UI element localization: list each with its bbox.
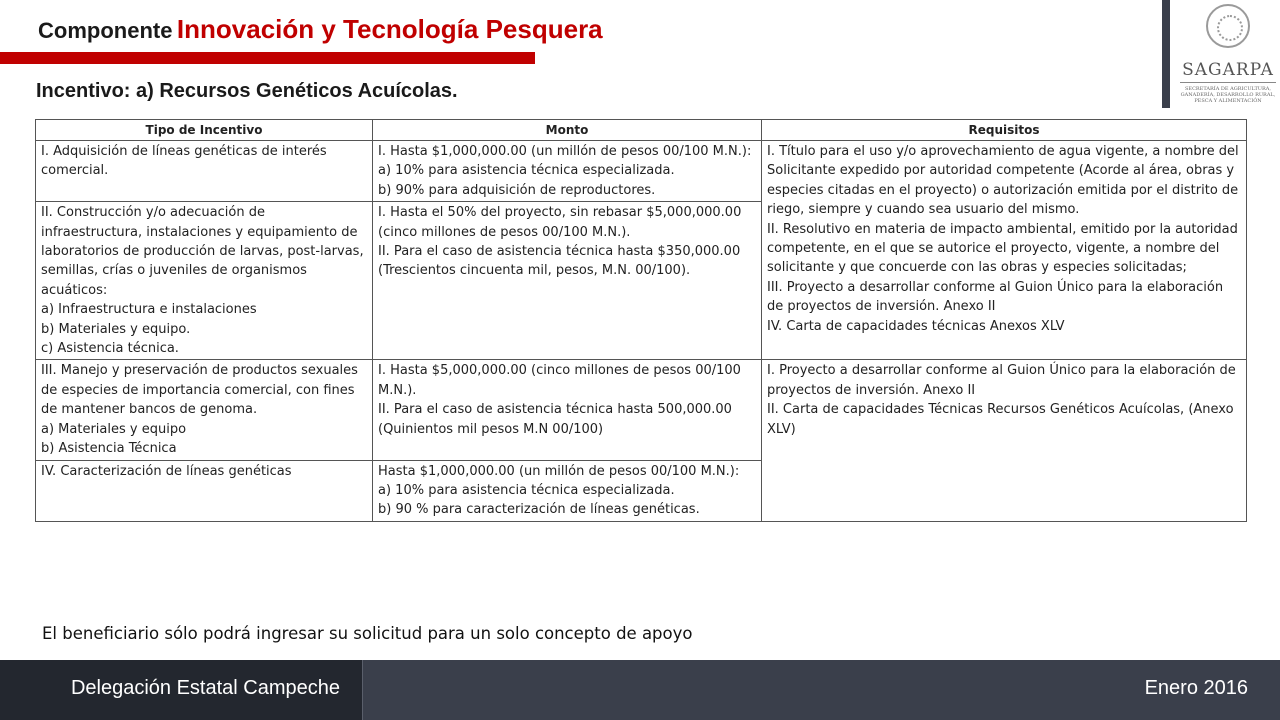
title-lead: Componente xyxy=(38,18,173,43)
cell-tipo xyxy=(36,460,373,521)
footer-delegation-block xyxy=(0,660,363,720)
footer-delegation: Delegación Estatal Campeche xyxy=(70,677,340,699)
cell-monto-text: I. Hasta $5,000,000.00 (cinco millones de pesos 00/100 M.N.). II. Para el caso de asistencia técnica hasta 500,000.00 (Quinientos mil pesos M.N 00/100) xyxy=(378,363,741,437)
cell-monto-text: Hasta $1,000,000.00 (un millón de pesos 00/100 M.N.): a) 10% para asistencia técnica especializada. b) 90 % para caracterización de líneas genéticas. xyxy=(378,463,740,518)
footer-bar xyxy=(0,660,1280,720)
logo-brand: SAGARPA xyxy=(1180,60,1276,83)
logo-brand-sub: SECRETARÍA DE AGRICULTURA, GANADERÍA, DESARROLLO RURAL, PESCA Y ALIMENTACIÓN xyxy=(1180,86,1276,104)
table-row xyxy=(36,141,1247,202)
cell-requisitos xyxy=(762,141,1247,360)
logo-divider xyxy=(1162,0,1170,108)
page-subtitle: Incentivo: a) Recursos Genéticos Acuícolas. xyxy=(36,80,458,102)
footer-date: Enero 2016 xyxy=(1144,677,1248,699)
cell-tipo-text: II. Construcción y/o adecuación de infraestructura, instalaciones y equipamiento de laboratorios de producción de larvas, post-larvas, semillas, crías o juveniles de organismos acuáticos: a) Infraestructura e instalaciones b) Materiales y equipo. c) Asistencia técnica. xyxy=(41,205,364,357)
cell-tipo xyxy=(36,141,373,202)
header-requisitos: Requisitos xyxy=(762,120,1247,141)
header-monto: Monto xyxy=(373,120,762,141)
cell-monto xyxy=(373,141,762,202)
title-accent: Innovación y Tecnología Pesquera xyxy=(176,14,603,44)
national-seal-icon xyxy=(1206,4,1250,48)
page-title xyxy=(38,14,603,45)
title-underline-bar xyxy=(0,52,535,64)
sagarpa-logo xyxy=(1180,4,1276,104)
cell-requisitos xyxy=(762,360,1247,521)
incentives-table xyxy=(35,119,1247,522)
cell-monto xyxy=(373,360,762,460)
table-header-row xyxy=(36,120,1247,141)
cell-tipo-text: III. Manejo y preservación de productos sexuales de especies de importancia comercial, con fines de mantener bancos de genoma. a) Materiales y equipo b) Asistencia Técnica xyxy=(41,363,358,457)
table-row xyxy=(36,360,1247,460)
beneficiary-note: El beneficiario sólo podrá ingresar su solicitud para un solo concepto de apoyo xyxy=(42,624,693,643)
cell-tipo-text: IV. Caracterización de líneas genéticas xyxy=(41,463,292,479)
cell-requisitos-text: I. Título para el uso y/o aprovechamiento de agua vigente, a nombre del Solicitante expedido por autoridad competente (Acorde al área, obras y especies citadas en el proyecto) o autorización emitida por el distrito de riego, siempre y cuando sea usuario del mismo. II. Resolutivo en materia de impacto ambiental, emitido por la autoridad competente, en el que se autorice el proyecto, vigente, a nombre del solicitante y que concuerde con las obras y especies solicitadas; III. Proyecto a desarrollar conforme al Guion Único para la elaboración de proyectos de inversión. Anexo II IV. Carta de capacidades técnicas Anexos XLV xyxy=(767,144,1239,334)
cell-tipo xyxy=(36,202,373,360)
cell-monto-text: I. Hasta $1,000,000.00 (un millón de pesos 00/100 M.N.): a) 10% para asistencia técnica especializada. b) 90% para adquisición de reproductores. xyxy=(378,144,752,198)
cell-monto xyxy=(373,460,762,521)
cell-requisitos-text: I. Proyecto a desarrollar conforme al Guion Único para la elaboración de proyectos de inversión. Anexo II II. Carta de capacidades Técnicas Recursos Genéticos Acuícolas, (Anexo XLV) xyxy=(767,363,1236,437)
cell-monto xyxy=(373,202,762,360)
cell-tipo xyxy=(36,360,373,460)
cell-monto-text: I. Hasta el 50% del proyecto, sin rebasar $5,000,000.00 (cinco millones de pesos 00/100 M.N.). II. Para el caso de asistencia técnica hasta $350,000.00 (Trescientos cincuenta mil, pesos, M.N. 00/100). xyxy=(378,205,742,279)
header-tipo: Tipo de Incentivo xyxy=(36,120,373,141)
cell-tipo-text: I. Adquisición de líneas genéticas de interés comercial. xyxy=(41,144,327,179)
